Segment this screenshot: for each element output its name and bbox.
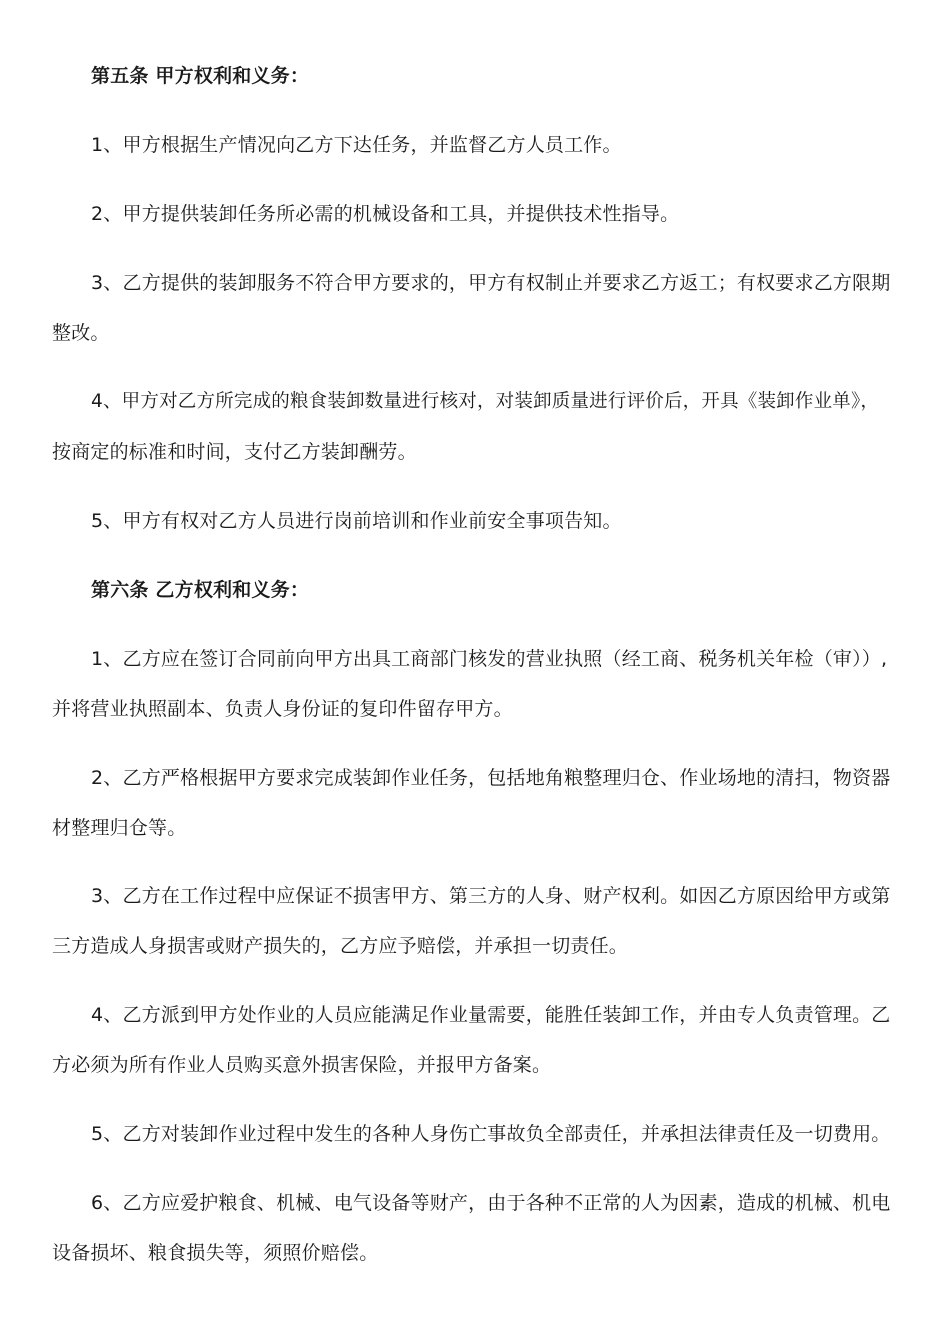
section5-item2: 2、甲方提供装卸任务所必需的机械设备和工具，并提供技术性指导。: [91, 203, 680, 225]
section5-heading: 第五条 甲方权利和义务：: [91, 65, 310, 87]
section6-heading: 第六条 乙方权利和义务：: [91, 579, 310, 601]
section6-item4-line1: 4、乙方派到甲方处作业的人员应能满足作业量需要，能胜任装卸工作，并由专人负责管理。乙: [91, 1004, 891, 1026]
section6-item6-line2: 设备损坏、粮食损失等，须照价赔偿。: [52, 1242, 379, 1264]
section5-item4-line1: 4、甲方对乙方所完成的粮食装卸数量进行核对，对装卸质量进行评价后，开具《装卸作业单》，: [91, 391, 880, 412]
section5-item3-line1: 3、乙方提供的装卸服务不符合甲方要求的，甲方有权制止并要求乙方返工；有权要求乙方限期: [91, 272, 891, 294]
section6-item3-line2: 三方造成人身损害或财产损失的，乙方应予赔偿，并承担一切责任。: [52, 935, 629, 957]
section6-item1-line2: 并将营业执照副本、负责人身份证的复印件留存甲方。: [52, 698, 513, 720]
section6-item4-line2: 方必须为所有作业人员购买意外损害保险，并报甲方备案。: [52, 1054, 552, 1076]
section5-item3-line2: 整改。: [52, 322, 110, 344]
section6-item6-line1: 6、乙方应爱护粮食、机械、电气设备等财产，由于各种不正常的人为因素，造成的机械、机电: [91, 1192, 891, 1214]
section6-item3-line1: 3、乙方在工作过程中应保证不损害甲方、第三方的人身、财产权利。如因乙方原因给甲方或第: [91, 885, 891, 907]
section6-item5: 5、乙方对装卸作业过程中发生的各种人身伤亡事故负全部责任，并承担法律责任及一切费用。: [91, 1123, 891, 1145]
section6-item2-line1: 2、乙方严格根据甲方要求完成装卸作业任务，包括地角粮整理归仓、作业场地的清扫，物资器: [91, 767, 891, 789]
section6-item2-line2: 材整理归仓等。: [52, 817, 187, 839]
section5-item1: 1、甲方根据生产情况向乙方下达任务，并监督乙方人员工作。: [91, 134, 622, 156]
section6-item1-line1: 1、乙方应在签订合同前向甲方出具工商部门核发的营业执照（经工商、税务机关年检（审））,: [91, 648, 888, 670]
section5-item4-line2: 按商定的标准和时间，支付乙方装卸酬劳。: [52, 441, 417, 463]
section5-item5: 5、甲方有权对乙方人员进行岗前培训和作业前安全事项告知。: [91, 510, 622, 532]
